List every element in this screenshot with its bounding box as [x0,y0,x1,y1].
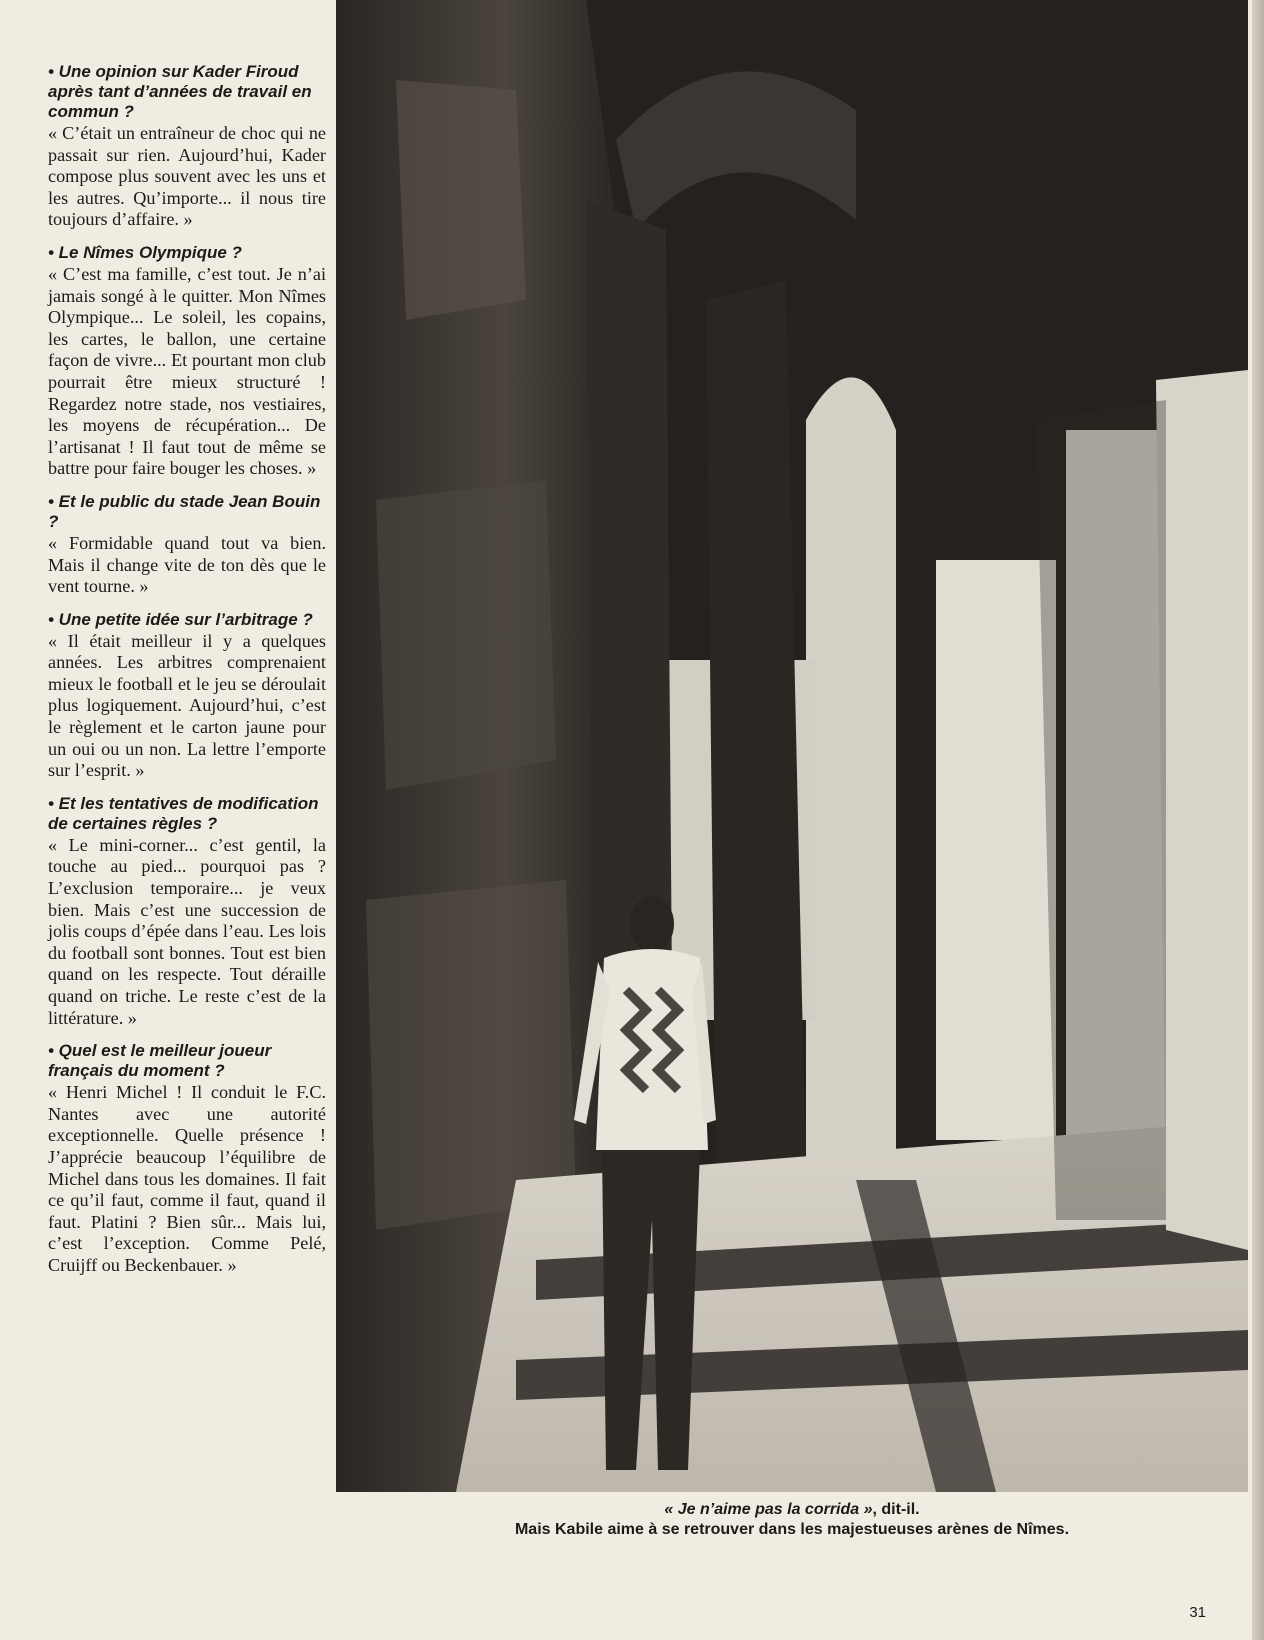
qa-block [48,1041,326,1276]
qa-block [48,492,326,598]
answer: « Il était meilleur il y a quelques années. Les arbitres comprenaient mieux le football et le jeu se déroulait plus logiquement. Aujourd’hui, c’est le règlement et le carton jaune pour un oui ou un non. La lettre l’emporte sur l’esprit. » [48,630,326,781]
caption-line-2: Mais Kabile aime à se retrouver dans les majestueuses arènes de Nîmes. [514,1521,1070,1538]
question: • Une opinion sur Kader Firoud après tant d’années de travail en commun ? [48,62,312,121]
question: • Quel est le meilleur joueur français du moment ? [48,1041,272,1081]
question: • Une petite idée sur l’arbitrage ? [48,609,313,629]
arena-photo [336,0,1248,1492]
qa-block [48,243,326,480]
caption-quote: « Je n’aime pas la corrida » [664,1501,873,1518]
question: • Le Nîmes Olympique ? [48,242,242,262]
photo-caption [336,1500,1248,1540]
answer: « Formidable quand tout va bien. Mais il change vite de ton dès que le vent tourne. » [48,532,326,597]
arena-arcade-illustration [336,0,1248,1492]
page-edge [1252,0,1264,1640]
page-number: 31 [1189,1604,1206,1621]
answer: « C’est ma famille, c’est tout. Je n’ai jamais songé à le quitter. Mon Nîmes Olympique... Le soleil, les copains, les cartes, le ballon, une certaine façon de vivre... Et pourtant mon club pourrait être mieux structuré ! Regardez notre stade, nos vestiaires, les moyens de récupération... De l’artisanat ! Il faut tout de même se battre pour faire bouger les choses. » [48,263,326,479]
question: • Et les tentatives de modification de certaines règles ? [48,793,319,833]
answer: « Le mini-corner... c’est gentil, la touche au pied... pourquoi pas ? L’exclusion temporaire... je veux bien. Mais c’est une succession de jolis coups d’épée dans l’eau. Les lois du football sont bonnes. Tout est bien quand on les respecte. Tout déraille quand on triche. Le reste c’est de la littérature. » [48,834,326,1028]
interview-column [48,62,326,1289]
caption-line-1 [336,1500,1248,1520]
answer: « Henri Michel ! Il conduit le F.C. Nantes avec une autorité exceptionnelle. Quelle présence ! J’apprécie beaucoup l’équilibre de Michel dans tous les domaines. Il fait ce qu’il faut, comme il faut, quand il faut. Platini ? Bien sûr... Mais lui, c’est l’exception. Comme Pelé, Cruijff ou Beckenbauer. » [48,1082,326,1275]
qa-block [48,794,326,1029]
answer: « C’était un entraîneur de choc qui ne passait sur rien. Aujourd’hui, Kader compose plus souvent avec les uns et les autres. Qu’importe... il nous tire toujours d’affaire. » [48,123,326,230]
qa-block [48,62,326,231]
question: • Et le public du stade Jean Bouin ? [48,491,321,531]
qa-block [48,610,326,782]
caption-attribution: , dit-il. [872,1501,920,1518]
